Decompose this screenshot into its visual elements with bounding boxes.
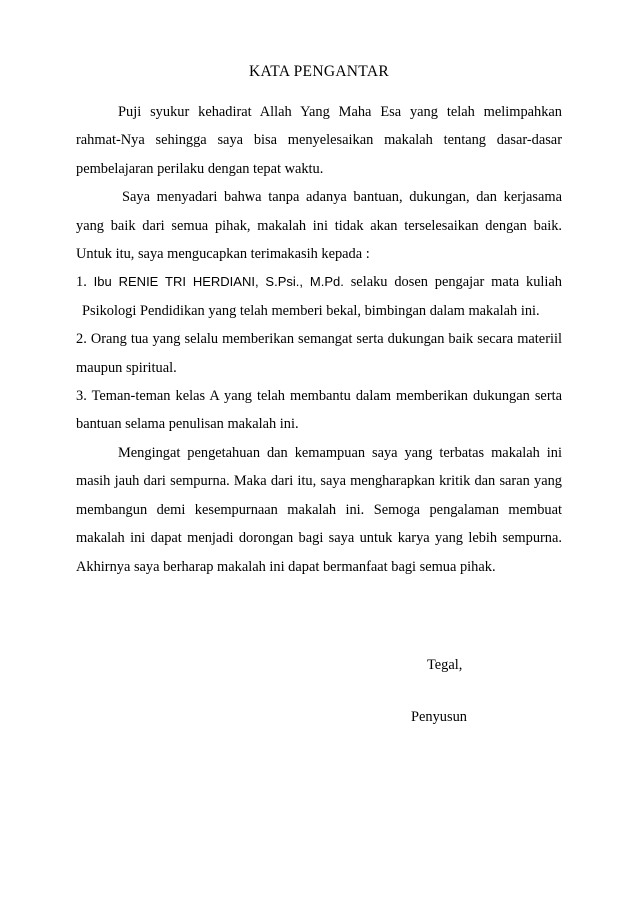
list-item-1-text: selaku dosen pengajar mata kuliah Psikologi Pendidikan yang telah memberi bekal, bimbingan dalam makalah ini.	[82, 274, 562, 319]
list-item-1-number: 1.	[76, 274, 87, 291]
paragraph-closing: Mengingat pengetahuan dan kemampuan saya yang terbatas makalah ini masih jauh dari sempurna. Maka dari itu, saya mengharapkan kritik dan saran yang membangun demi kesempurnaan makalah ini. Semoga pengalaman membuat makalah ini dapat menjadi dorongan bagi saya untuk karya yang lebih sempurna. Akhirnya saya berharap makalah ini dapat bermanfaat bagi semua pihak.	[76, 444, 562, 575]
list-item-2-number: 2.	[76, 331, 87, 348]
list-item-1-name: Ibu RENIE TRI HERDIANI, S.Psi., M.Pd.	[93, 274, 344, 290]
signature-place: Tegal,	[427, 657, 463, 673]
list-item-3	[76, 382, 562, 439]
document-body	[76, 98, 562, 581]
list-item-1	[76, 268, 562, 325]
list-item-2	[76, 325, 562, 382]
page-title: KATA PENGANTAR	[249, 63, 389, 80]
signature-author: Penyusun	[411, 709, 467, 725]
paragraph-opening: Puji syukur kehadirat Allah Yang Maha Esa yang telah melimpahkan rahmat-Nya sehingga saya bisa menyelesaikan makalah tentang dasar-dasar pembelajaran perilaku dengan tepat waktu.	[76, 104, 562, 177]
list-item-3-number: 3.	[76, 388, 87, 405]
list-item-2-text: Orang tua yang selalu memberikan semangat serta dukungan baik secara materiil maupun spiritual.	[76, 331, 562, 376]
list-item-3-text: Teman-teman kelas A yang telah membantu dalam memberikan dukungan serta bantuan selama penulisan makalah ini.	[76, 388, 563, 433]
paragraph-acknowledgement: Saya menyadari bahwa tanpa adanya bantuan, dukungan, dan kerjasama yang baik dari semua pihak, makalah ini tidak akan terselesaikan dengan baik. Untuk itu, saya mengucapkan terimakasih kepada :	[76, 189, 562, 263]
